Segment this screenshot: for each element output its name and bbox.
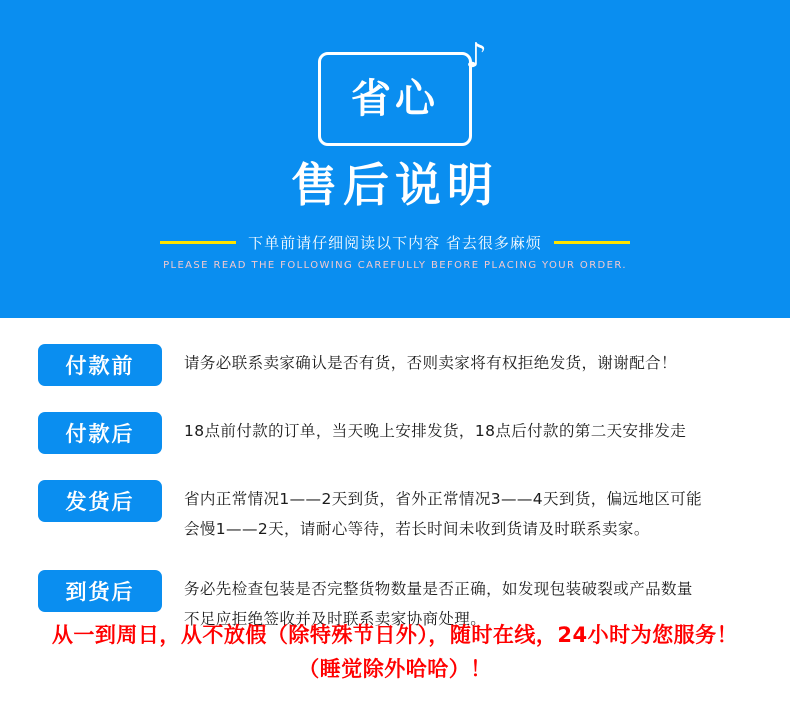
description-line: 请务必联系卖家确认是否有货，否则卖家将有权拒绝发货，谢谢配合！ (184, 354, 677, 372)
rule-right (554, 241, 630, 244)
section-description (184, 344, 752, 378)
section-description (184, 480, 752, 544)
sections-list (0, 318, 790, 634)
badge-container (0, 36, 790, 146)
section-row (0, 344, 790, 386)
music-note-icon: ♪ (465, 36, 487, 76)
hero-banner (0, 0, 790, 318)
subtitle-row (0, 232, 790, 253)
footer-line-2: （睡觉除外哈哈）！ (298, 657, 492, 681)
section-tag: 到货后 (38, 570, 162, 612)
description-line: 省内正常情况1——2天到货，省外正常情况3——4天到货，偏远地区可能 (184, 490, 703, 508)
description-line: 务必先检查包装是否完整货物数量是否正确，如发现包装破裂或产品数量 (184, 580, 693, 598)
description-line: 不足应拒绝签收并及时联系卖家协商处理。 (184, 610, 487, 628)
page-title: 售后说明 (291, 158, 499, 212)
footer-line-1: 从一到周日，从不放假（除特殊节日外），随时在线，24小时为您服务！ (51, 623, 739, 647)
subtitle-en: PLEASE READ THE FOLLOWING CAREFULLY BEFORE PLACING YOUR ORDER. (163, 260, 627, 271)
description-line: 18点前付款的订单，当天晚上安排发货，18点后付款的第二天安排发走 (184, 422, 687, 440)
footer-note (0, 618, 790, 686)
rule-left (160, 241, 236, 244)
peace-of-mind-badge (318, 36, 487, 146)
section-description (184, 412, 752, 446)
subtitle-cn: 下单前请仔细阅读以下内容 省去很多麻烦 (248, 234, 542, 252)
section-row (0, 480, 790, 544)
badge-label: 省心 (351, 76, 439, 122)
section-tag: 付款后 (38, 412, 162, 454)
section-row (0, 412, 790, 454)
section-tag: 付款前 (38, 344, 162, 386)
section-tag: 发货后 (38, 480, 162, 522)
description-line: 会慢1——2天，请耐心等待，若长时间未收到货请及时联系卖家。 (184, 520, 650, 538)
